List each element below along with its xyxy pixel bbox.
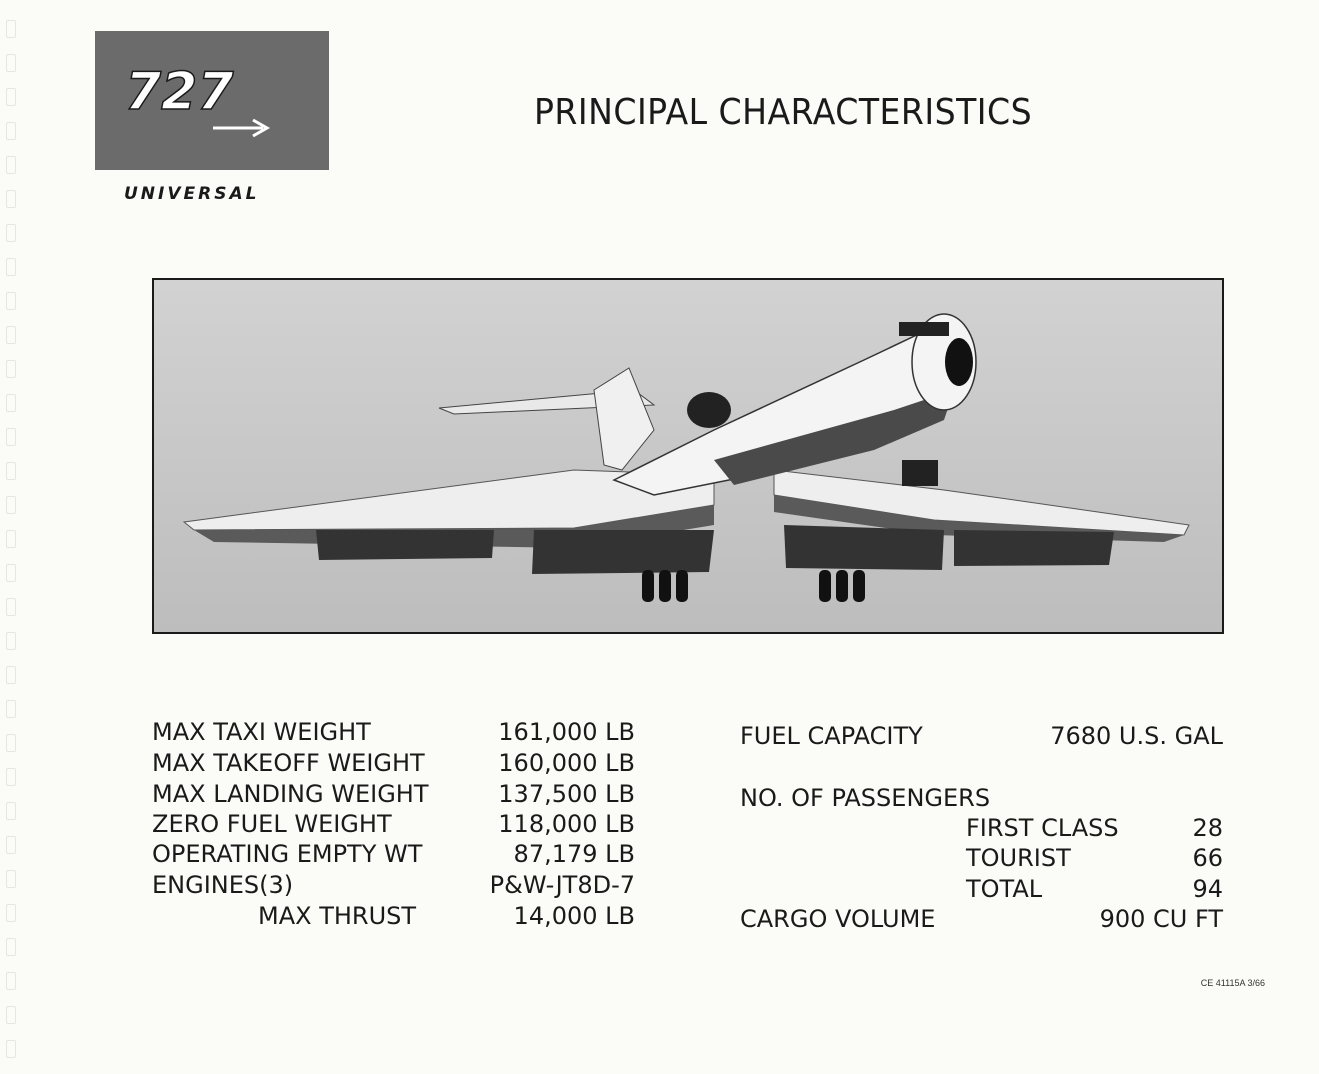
logo-subtitle: UNIVERSAL [124,184,260,204]
airplane-photo-icon [154,280,1222,632]
airplane-photo [152,278,1224,634]
spec-value-zero-fuel-weight: 118,000 LB [498,810,635,838]
spec-value-tourist: 66 [1192,844,1223,872]
spec-value-total: 94 [1192,875,1223,903]
spec-label-fuel-capacity: FUEL CAPACITY [740,722,923,750]
spec-value-max-taxi-weight: 161,000 LB [498,718,635,746]
document-code: CE 41115A 3/66 [1200,978,1265,988]
spec-label-max-landing-weight: MAX LANDING WEIGHT [152,780,429,808]
spec-label-engines: ENGINES(3) [152,871,294,899]
logo-727-emblem [95,31,329,170]
spec-value-cargo-volume: 900 CU FT [1099,905,1223,933]
spec-value-operating-empty-wt: 87,179 LB [513,840,635,868]
spec-value-first-class: 28 [1192,814,1223,842]
spec-label-max-taxi-weight: MAX TAXI WEIGHT [152,718,371,746]
spec-value-max-takeoff-weight: 160,000 LB [498,749,635,777]
spec-label-zero-fuel-weight: ZERO FUEL WEIGHT [152,810,392,838]
spec-value-engines: P&W-JT8D-7 [489,871,635,899]
spec-label-first-class: FIRST CLASS [966,814,1119,842]
spec-label-total: TOTAL [966,875,1043,903]
spec-label-max-takeoff-weight: MAX TAKEOFF WEIGHT [152,749,425,777]
binder-holes [6,20,16,1074]
spec-value-max-thrust: 14,000 LB [513,902,635,930]
page-title: PRINCIPAL CHARACTERISTICS [534,92,1033,133]
spec-value-max-landing-weight: 137,500 LB [498,780,635,808]
logo-727 [95,31,329,170]
spec-label-tourist: TOURIST [966,844,1071,872]
spec-value-fuel-capacity: 7680 U.S. GAL [1050,722,1223,750]
spec-label-cargo-volume: CARGO VOLUME [740,905,936,933]
spec-label-operating-empty-wt: OPERATING EMPTY WT [152,840,423,868]
logo-number-text: 727 [125,62,234,122]
spec-label-passengers: NO. OF PASSENGERS [740,784,991,812]
spec-label-max-thrust: MAX THRUST [258,902,417,930]
